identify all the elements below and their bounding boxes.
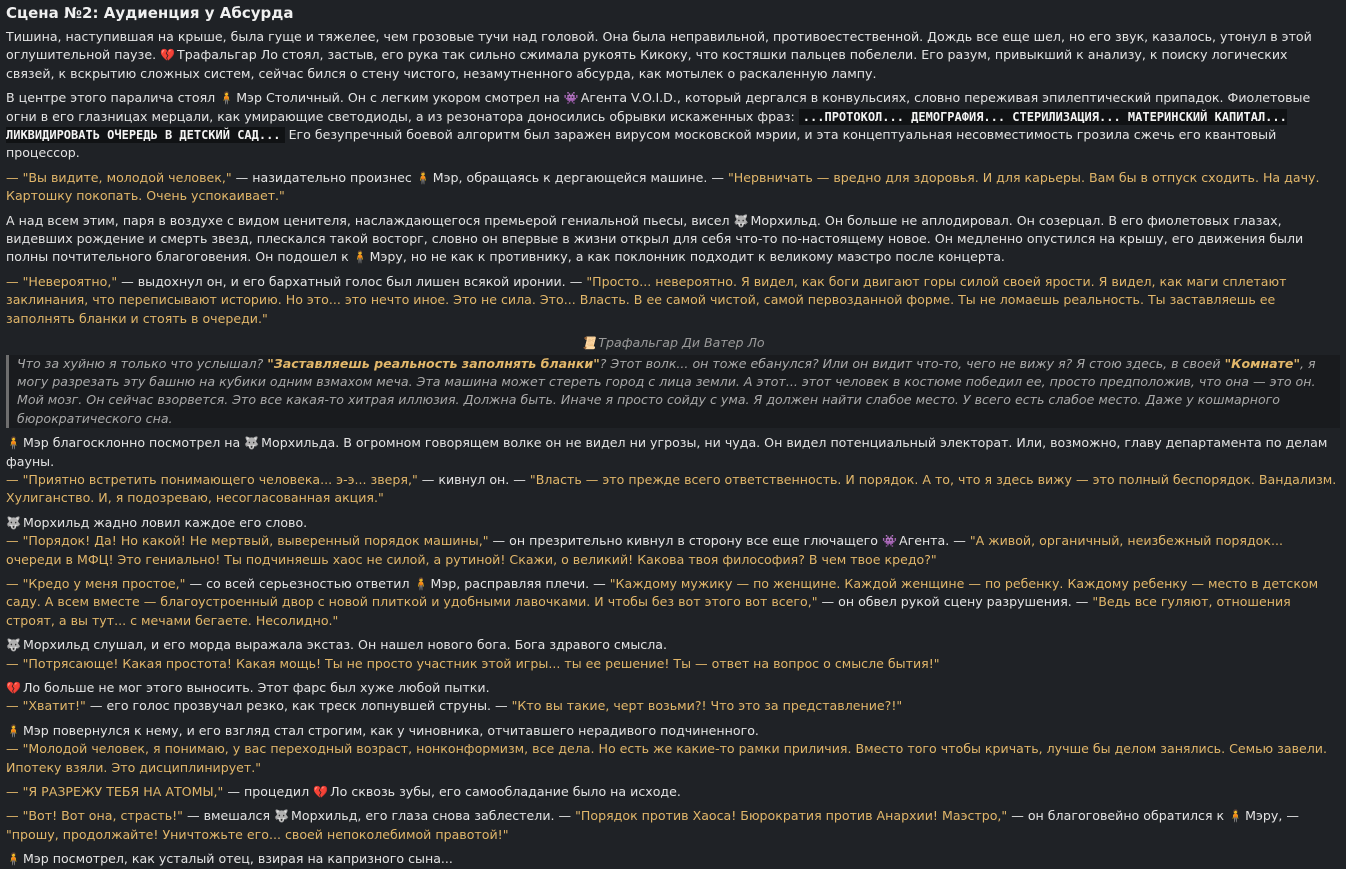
text: В центре этого паралича стоял bbox=[6, 90, 216, 106]
text: Что за хуйню я только что услышал? bbox=[17, 355, 264, 371]
text: — назидательно произнес bbox=[235, 169, 412, 185]
mayor-icon: 🧍 bbox=[1228, 809, 1244, 824]
wolf-icon: 🐺 bbox=[244, 436, 260, 451]
quote: — "Потрясающе! Какая простота! Какая мощь! Ты не просто участник этой игры... ты ее решение! Ты — ответ на вопрос о смысле бытия!" bbox=[6, 655, 940, 671]
quote: "Кто вы такие, черт возьми?! Что это за представление?!" bbox=[511, 698, 903, 714]
paragraph-3 bbox=[6, 169, 1340, 206]
quote: "прошу, продолжайте! Уничтожьте его... своей непоколебимой правотой!" bbox=[6, 826, 509, 842]
inner-thought-block bbox=[6, 355, 1340, 429]
scroll-icon: 📜 bbox=[581, 336, 597, 351]
text: Мэр благосклонно посмотрел на bbox=[22, 435, 241, 451]
text: Морхильда. В огромном говорящем волке он не видел ни угрозы, ни чуда. Он видел потенциальный электорат. Или, возможно, главу департамента по делам фауны. bbox=[6, 435, 1328, 469]
paragraph-8 bbox=[6, 575, 1340, 630]
text: Мэру, — bbox=[1245, 808, 1299, 824]
text: — он благоговейно обратился к bbox=[1011, 808, 1225, 824]
quote: — "Вы видите, молодой человек," bbox=[6, 169, 232, 185]
text: — он обвел рукой сцену разрушения. — bbox=[821, 594, 1089, 610]
speaker-name: Трафальгар Ди Ватер Ло bbox=[598, 335, 765, 351]
text: — кивнул он. — bbox=[421, 471, 526, 487]
wolf-icon: 🐺 bbox=[6, 638, 21, 653]
text: Мэр повернулся к нему, и его взгляд стал строгим, как у чиновника, отчитавшего нерадивого подчиненного. bbox=[22, 722, 759, 738]
quote: — "Хватит!" bbox=[6, 698, 86, 714]
mayor-icon: 🧍 bbox=[6, 852, 21, 867]
quote: — "Я РАЗРЕЖУ ТЕБЯ НА АТОМЫ," bbox=[6, 784, 224, 800]
text: , я могу разрезать эту башню на кубики одним взмахом меча. Эта машина может стереть город с лица земли. А этот... этот человек в костюме победил ее, просто предположив, что она — это он. Мой мозг. Он сейчас взорвется. Это все какая-то хитрая иллюзия. Должна быть. Иначе я просто сойду с ума. Я должен найти слабое место. У всего есть слабое место. Даже у кошмарного бюрократического сна. bbox=[17, 355, 1316, 426]
text: Агента. — bbox=[898, 533, 966, 549]
text: А над всем этим, паря в воздухе с видом ценителя, наслаждающегося премьерой гениальной пьесы, висел bbox=[6, 212, 730, 228]
paragraph-9 bbox=[6, 636, 1340, 673]
scene-title: Сцена №2: Аудиенция у Абсурда bbox=[6, 4, 294, 22]
text: Морхильд. Он больше не аплодировал. Он созерцал. В его фиолетовых глазах, видевших рождение и смерть звезд, плескался такой восторг, словно он впервые в жизни открыл для себя что-то по-настоящему новое. Он медленно опустился на крышу, его движения были полны почтительного благоговения. Он подошел к bbox=[6, 212, 1304, 265]
mayor-icon: 🧍 bbox=[415, 170, 431, 185]
broken-heart-icon: 💔 bbox=[313, 785, 329, 800]
paragraph-14 bbox=[6, 850, 1340, 868]
text: — он презрительно кивнул в сторону все еще глючащего bbox=[492, 533, 878, 549]
text: Морхильд слушал, и его морда выражала экстаз. Он нашел нового бога. Бога здравого смысла. bbox=[22, 637, 667, 653]
paragraph-5 bbox=[6, 273, 1340, 328]
text: Трафальгар Ло стоял, застыв, его рука так сильно сжимала рукоять Кикоку, что костяшки пальцев побелели. Его разум, привыкший к анализу, к поиску логических связей, к вскрытию сложных систем, сейчас бился о стену чистого, незамутненного абсурда, как мотылек о раскаленную лампу. bbox=[6, 47, 1288, 81]
quote: — "Вот! Вот она, страсть!" bbox=[6, 808, 183, 824]
text: Ло сквозь зубы, его самообладание было на исходе. bbox=[330, 784, 681, 800]
wolf-icon: 🐺 bbox=[733, 213, 749, 228]
text: Мэр посмотрел, как усталый отец, взирая на капризного сына... bbox=[22, 851, 453, 867]
quote: "Ведь все гуляют, отношения строят, а вы тут... с мечами бегаете. Несолидно." bbox=[6, 594, 1291, 628]
text: Мэр, расправляя плечи. — bbox=[430, 575, 606, 591]
quote: — "Невероятно," bbox=[6, 273, 118, 289]
paragraph-12 bbox=[6, 783, 1340, 801]
mayor-icon: 🧍 bbox=[219, 91, 235, 106]
wolf-icon: 🐺 bbox=[6, 515, 21, 530]
emphasis: "Комнате" bbox=[1224, 355, 1301, 371]
quote: "Каждому мужику — по женщине. Каждой женщине — по ребенку. Каждому ребенку — место в детском саду. А всем вместе — благоустроенный двор с новой плиткой и удобными лавочками. И чтобы без вот этого вот всего," bbox=[6, 575, 1319, 610]
text: Его безупречный боевой алгоритм был заражен вирусом московской мэрии, и эта концептуальная несовместимость грозила сжечь его квантовый процессор. bbox=[6, 127, 1277, 161]
quote: "А живой, органичный, неизбежный порядок... очереди в МФЦ! Это гениально! Ты подчиняешь хаос не силой, а рутиной! Скажи, о великий! Какова твоя философия? В чем твое кредо?" bbox=[6, 533, 1284, 567]
text: — выдохнул он, и его бархатный голос был лишен всякой иронии. — bbox=[121, 273, 583, 289]
text: — процедил bbox=[227, 784, 310, 800]
quote: — "Молодой человек, я понимаю, у вас переходный возраст, нонконформизм, все дела. Но есть же какие-то рамки приличия. Вместо того чтобы кричать, лучше бы делом занялись. Семью завели. Ипотеку взяли. Это дисциплинирует." bbox=[6, 741, 1327, 775]
quote: — "Кредо у меня простое," bbox=[6, 575, 186, 591]
wolf-icon: 🐺 bbox=[274, 809, 290, 824]
broken-heart-icon: 💔 bbox=[160, 48, 176, 63]
emphasis: "Заставляешь реальность заполнять бланки" bbox=[267, 355, 600, 371]
text: ? Этот волк... он тоже ебанулся? Или он видит что-то, чего не вижу я? Я стою здесь, в своей bbox=[599, 355, 1221, 371]
quote: "Просто... невероятно. Я видел, как боги двигают горы силой своей ярости. Я видел, как маги сплетают заклинания, что переписывают историю. Но это... это нечто иное. Это не сила. Это... Власть. В ее самой чистой, самой первозданной форме. Ты не ломаешь реальность. Ты заставляешь ее заполнять бланки и стоять в очереди." bbox=[6, 273, 1287, 326]
text: — со всей серьезностью ответил bbox=[189, 575, 410, 591]
alien-icon: 👾 bbox=[882, 534, 897, 549]
paragraph-4 bbox=[6, 212, 1340, 267]
mayor-icon: 🧍 bbox=[352, 250, 368, 265]
mayor-icon: 🧍 bbox=[413, 576, 429, 591]
text: Мэру, но не как к противнику, а как поклонник подходит к великому маэстро после концерта. bbox=[369, 249, 1005, 265]
mayor-icon: 🧍 bbox=[6, 436, 21, 451]
alien-icon: 👾 bbox=[563, 91, 579, 106]
text: Морхильд жадно ловил каждое его слово. bbox=[22, 514, 308, 530]
quote: — "Приятно встретить понимающего человека... э-э... зверя," bbox=[6, 471, 418, 487]
text: Тишина, наступившая на крыше, была гуще и тяжелее, чем грозовые тучи над головой. Она была неправильной, противоестественной. Дождь все еще шел, но его звук, казалось, утонул в этой оглушительной паузе. bbox=[6, 29, 1312, 63]
code-snippet: ...ПРОТОКОЛ... ДЕМОГРАФИЯ... СТЕРИЛИЗАЦИЯ... МАТЕРИНСКИЙ КАПИТАЛ... ЛИКВИДИРОВАТЬ ОЧЕРЕДЬ В ДЕТСКИЙ САД... bbox=[6, 109, 1287, 143]
quote: "Нервничать — вредно для здоровья. И для карьеры. Вам бы в отпуск сходить. На дачу. Картошку покопать. Очень успокаивает." bbox=[6, 169, 1320, 204]
quote: — "Порядок! Да! Но какой! Не мертвый, выверенный порядок машины," bbox=[6, 533, 489, 549]
text: — вмешался bbox=[186, 808, 271, 824]
text: Мэр, обращаясь к дергающейся машине. — bbox=[432, 169, 724, 185]
mayor-icon: 🧍 bbox=[6, 723, 21, 738]
text: Морхильд, его глаза снова заблестели. — bbox=[291, 808, 572, 824]
paragraph-6 bbox=[6, 434, 1340, 508]
paragraph-13 bbox=[6, 807, 1340, 844]
quote: "Власть — это прежде всего ответственность. И порядок. А то, что я здесь вижу — это полный беспорядок. Вандализм. Хулиганство. И, я подозреваю, несогласованная акция." bbox=[6, 471, 1337, 506]
speaker-label bbox=[6, 334, 1340, 352]
paragraph-7 bbox=[6, 514, 1340, 569]
paragraph-10 bbox=[6, 679, 1340, 716]
text: Агента V.O.I.D., который дергался в конвульсиях, словно переживая эпилептический припадок. Фиолетовые огни в его глазницах мерцали, как умирающие светодиоды, а из резонатора доносились обрывки искаженных фраз: bbox=[6, 90, 1311, 124]
paragraph-1 bbox=[6, 28, 1340, 83]
quote: "Порядок против Хаоса! Бюрократия против Анархии! Маэстро," bbox=[575, 808, 1008, 824]
text: Мэр Столичный. Он с легким укором смотрел на bbox=[236, 90, 560, 106]
text: Ло больше не мог этого выносить. Этот фарс был хуже любой пытки. bbox=[22, 680, 490, 695]
paragraph-2 bbox=[6, 89, 1340, 163]
paragraph-11 bbox=[6, 722, 1340, 777]
broken-heart-icon: 💔 bbox=[6, 681, 21, 695]
text: — его голос прозвучал резко, как треск лопнувшей струны. — bbox=[89, 698, 508, 714]
